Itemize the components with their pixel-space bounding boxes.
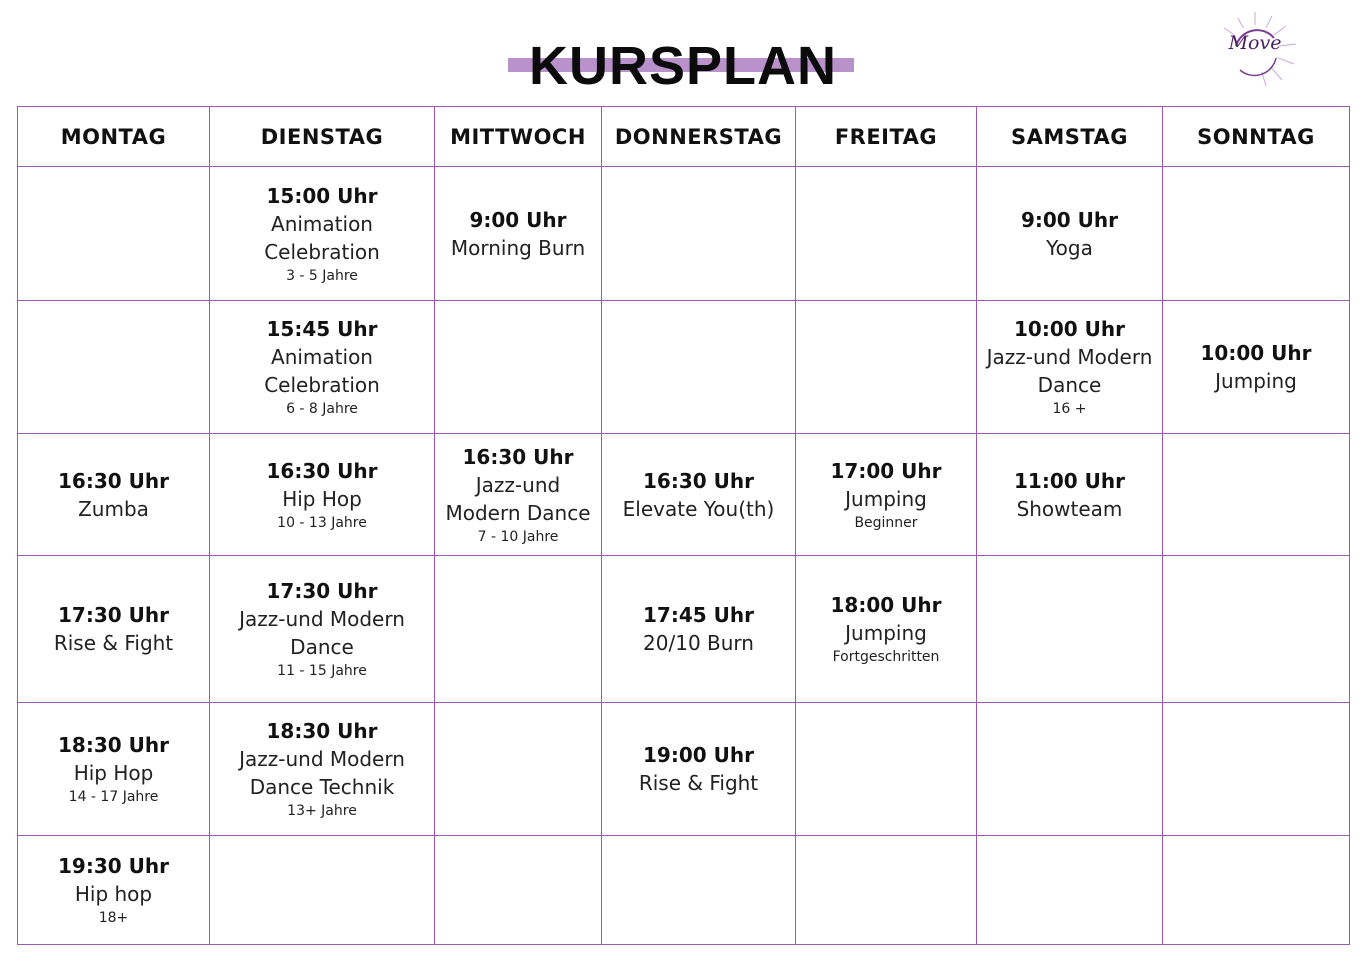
class-age: 7 - 10 Jahre xyxy=(477,528,559,545)
class-course: Animation Celebration xyxy=(264,211,380,264)
class-slot xyxy=(602,434,796,556)
day-header-freitag: FREITAG xyxy=(796,107,977,167)
class-slot xyxy=(210,301,435,434)
class-slot xyxy=(18,703,210,836)
empty-slot xyxy=(796,703,977,836)
class-slot xyxy=(796,434,977,556)
day-header-dienstag: DIENSTAG xyxy=(210,107,435,167)
empty-slot xyxy=(977,836,1163,945)
class-time: 10:00 Uhr xyxy=(1014,317,1125,341)
class-time: 19:00 Uhr xyxy=(643,743,754,767)
class-time: 15:45 Uhr xyxy=(266,317,378,341)
empty-slot xyxy=(796,167,977,301)
empty-slot xyxy=(18,167,210,301)
class-course: Hip Hop xyxy=(73,761,154,785)
class-time: 18:00 Uhr xyxy=(830,593,942,617)
class-course: Jumping xyxy=(845,486,927,511)
class-course: Zumba xyxy=(78,496,149,521)
class-time: 17:30 Uhr xyxy=(58,603,169,627)
class-course: Jazz-und Modern Dance Technik xyxy=(239,747,405,799)
class-age: Fortgeschritten xyxy=(832,649,940,665)
class-slot xyxy=(602,703,796,836)
title-area xyxy=(0,34,1366,98)
page-title: KURSPLAN xyxy=(528,36,837,96)
class-course: Showteam xyxy=(1016,496,1123,521)
class-slot xyxy=(210,167,435,301)
class-course: Rise & Fight xyxy=(53,631,174,655)
day-header-mittwoch: MITTWOCH xyxy=(435,107,602,167)
class-time: 9:00 Uhr xyxy=(1020,207,1119,232)
schedule-row xyxy=(18,703,1350,836)
class-age: 6 - 8 Jahre xyxy=(286,401,358,417)
class-time: 17:30 Uhr xyxy=(266,579,378,603)
class-slot xyxy=(602,556,796,703)
empty-slot xyxy=(1163,836,1350,945)
class-slot xyxy=(977,167,1163,301)
class-time: 10:00 Uhr xyxy=(1200,341,1312,365)
class-age: 3 - 5 Jahre xyxy=(286,267,358,284)
day-header-montag: MONTAG xyxy=(18,107,210,167)
class-age: 18+ xyxy=(98,910,129,926)
class-course: Jazz-und Modern Dance xyxy=(239,607,405,659)
class-slot xyxy=(210,703,435,836)
class-slot xyxy=(1163,301,1350,434)
class-course: Hip Hop xyxy=(282,486,362,511)
schedule-row xyxy=(18,434,1350,556)
class-course: Morning Burn xyxy=(450,235,586,260)
empty-slot xyxy=(18,301,210,434)
day-header-samstag: SAMSTAG xyxy=(977,107,1163,167)
day-header-donnerstag: DONNERSTAG xyxy=(602,107,796,167)
empty-slot xyxy=(796,301,977,434)
class-age: 11 - 15 Jahre xyxy=(277,663,367,679)
class-time: 16:30 Uhr xyxy=(643,468,754,493)
empty-slot xyxy=(602,301,796,434)
class-time: 18:30 Uhr xyxy=(266,719,378,743)
class-course: Jazz-und Modern Dance xyxy=(986,345,1153,397)
class-time: 16:30 Uhr xyxy=(266,458,378,483)
class-age: 14 - 17 Jahre xyxy=(68,789,159,805)
empty-slot xyxy=(210,836,435,945)
class-course: Elevate You(th) xyxy=(622,496,775,521)
class-age: Beginner xyxy=(854,514,918,531)
empty-slot xyxy=(1163,556,1350,703)
empty-slot xyxy=(1163,703,1350,836)
class-time: 17:45 Uhr xyxy=(643,603,754,627)
class-slot xyxy=(977,301,1163,434)
schedule-row xyxy=(18,836,1350,945)
class-time: 17:00 Uhr xyxy=(830,458,942,483)
schedule-row xyxy=(18,301,1350,434)
class-slot xyxy=(977,434,1163,556)
empty-slot xyxy=(1163,167,1350,301)
class-course: Yoga xyxy=(1046,235,1093,260)
class-course: Hip hop xyxy=(74,882,153,906)
empty-slot xyxy=(435,301,602,434)
class-slot xyxy=(18,556,210,703)
class-course: Jazz-und Modern Dance xyxy=(445,472,591,525)
class-course: Rise & Fight xyxy=(638,771,759,795)
class-slot xyxy=(796,556,977,703)
class-slot xyxy=(435,167,602,301)
empty-slot xyxy=(435,836,602,945)
class-course: Jumping xyxy=(845,621,927,645)
class-time: 9:00 Uhr xyxy=(469,207,567,232)
day-header-sonntag: SONNTAG xyxy=(1163,107,1350,167)
class-time: 11:00 Uhr xyxy=(1014,468,1125,493)
class-age: 13+ Jahre xyxy=(287,803,357,819)
logo-wordmark: Move xyxy=(1228,32,1282,54)
class-course: 20/10 Burn xyxy=(643,631,754,655)
empty-slot xyxy=(1163,434,1350,556)
class-slot xyxy=(210,556,435,703)
class-age: 16 + xyxy=(1052,401,1087,417)
empty-slot xyxy=(977,556,1163,703)
class-slot xyxy=(18,836,210,945)
class-course: Animation Celebration xyxy=(264,345,380,397)
class-time: 15:00 Uhr xyxy=(266,183,378,208)
day-header-row xyxy=(18,107,1350,167)
class-time: 16:30 Uhr xyxy=(462,444,574,469)
class-time: 16:30 Uhr xyxy=(58,468,169,493)
empty-slot xyxy=(435,556,602,703)
schedule-table xyxy=(17,106,1350,945)
class-slot xyxy=(435,434,602,556)
class-slot xyxy=(210,434,435,556)
empty-slot xyxy=(602,836,796,945)
schedule-row xyxy=(18,556,1350,703)
class-age: 10 - 13 Jahre xyxy=(277,514,367,531)
empty-slot xyxy=(602,167,796,301)
class-time: 18:30 Uhr xyxy=(58,733,169,757)
class-slot xyxy=(18,434,210,556)
class-time: 19:30 Uhr xyxy=(58,854,169,878)
schedule-row xyxy=(18,167,1350,301)
class-course: Jumping xyxy=(1215,369,1297,393)
empty-slot xyxy=(796,836,977,945)
empty-slot xyxy=(435,703,602,836)
empty-slot xyxy=(977,703,1163,836)
